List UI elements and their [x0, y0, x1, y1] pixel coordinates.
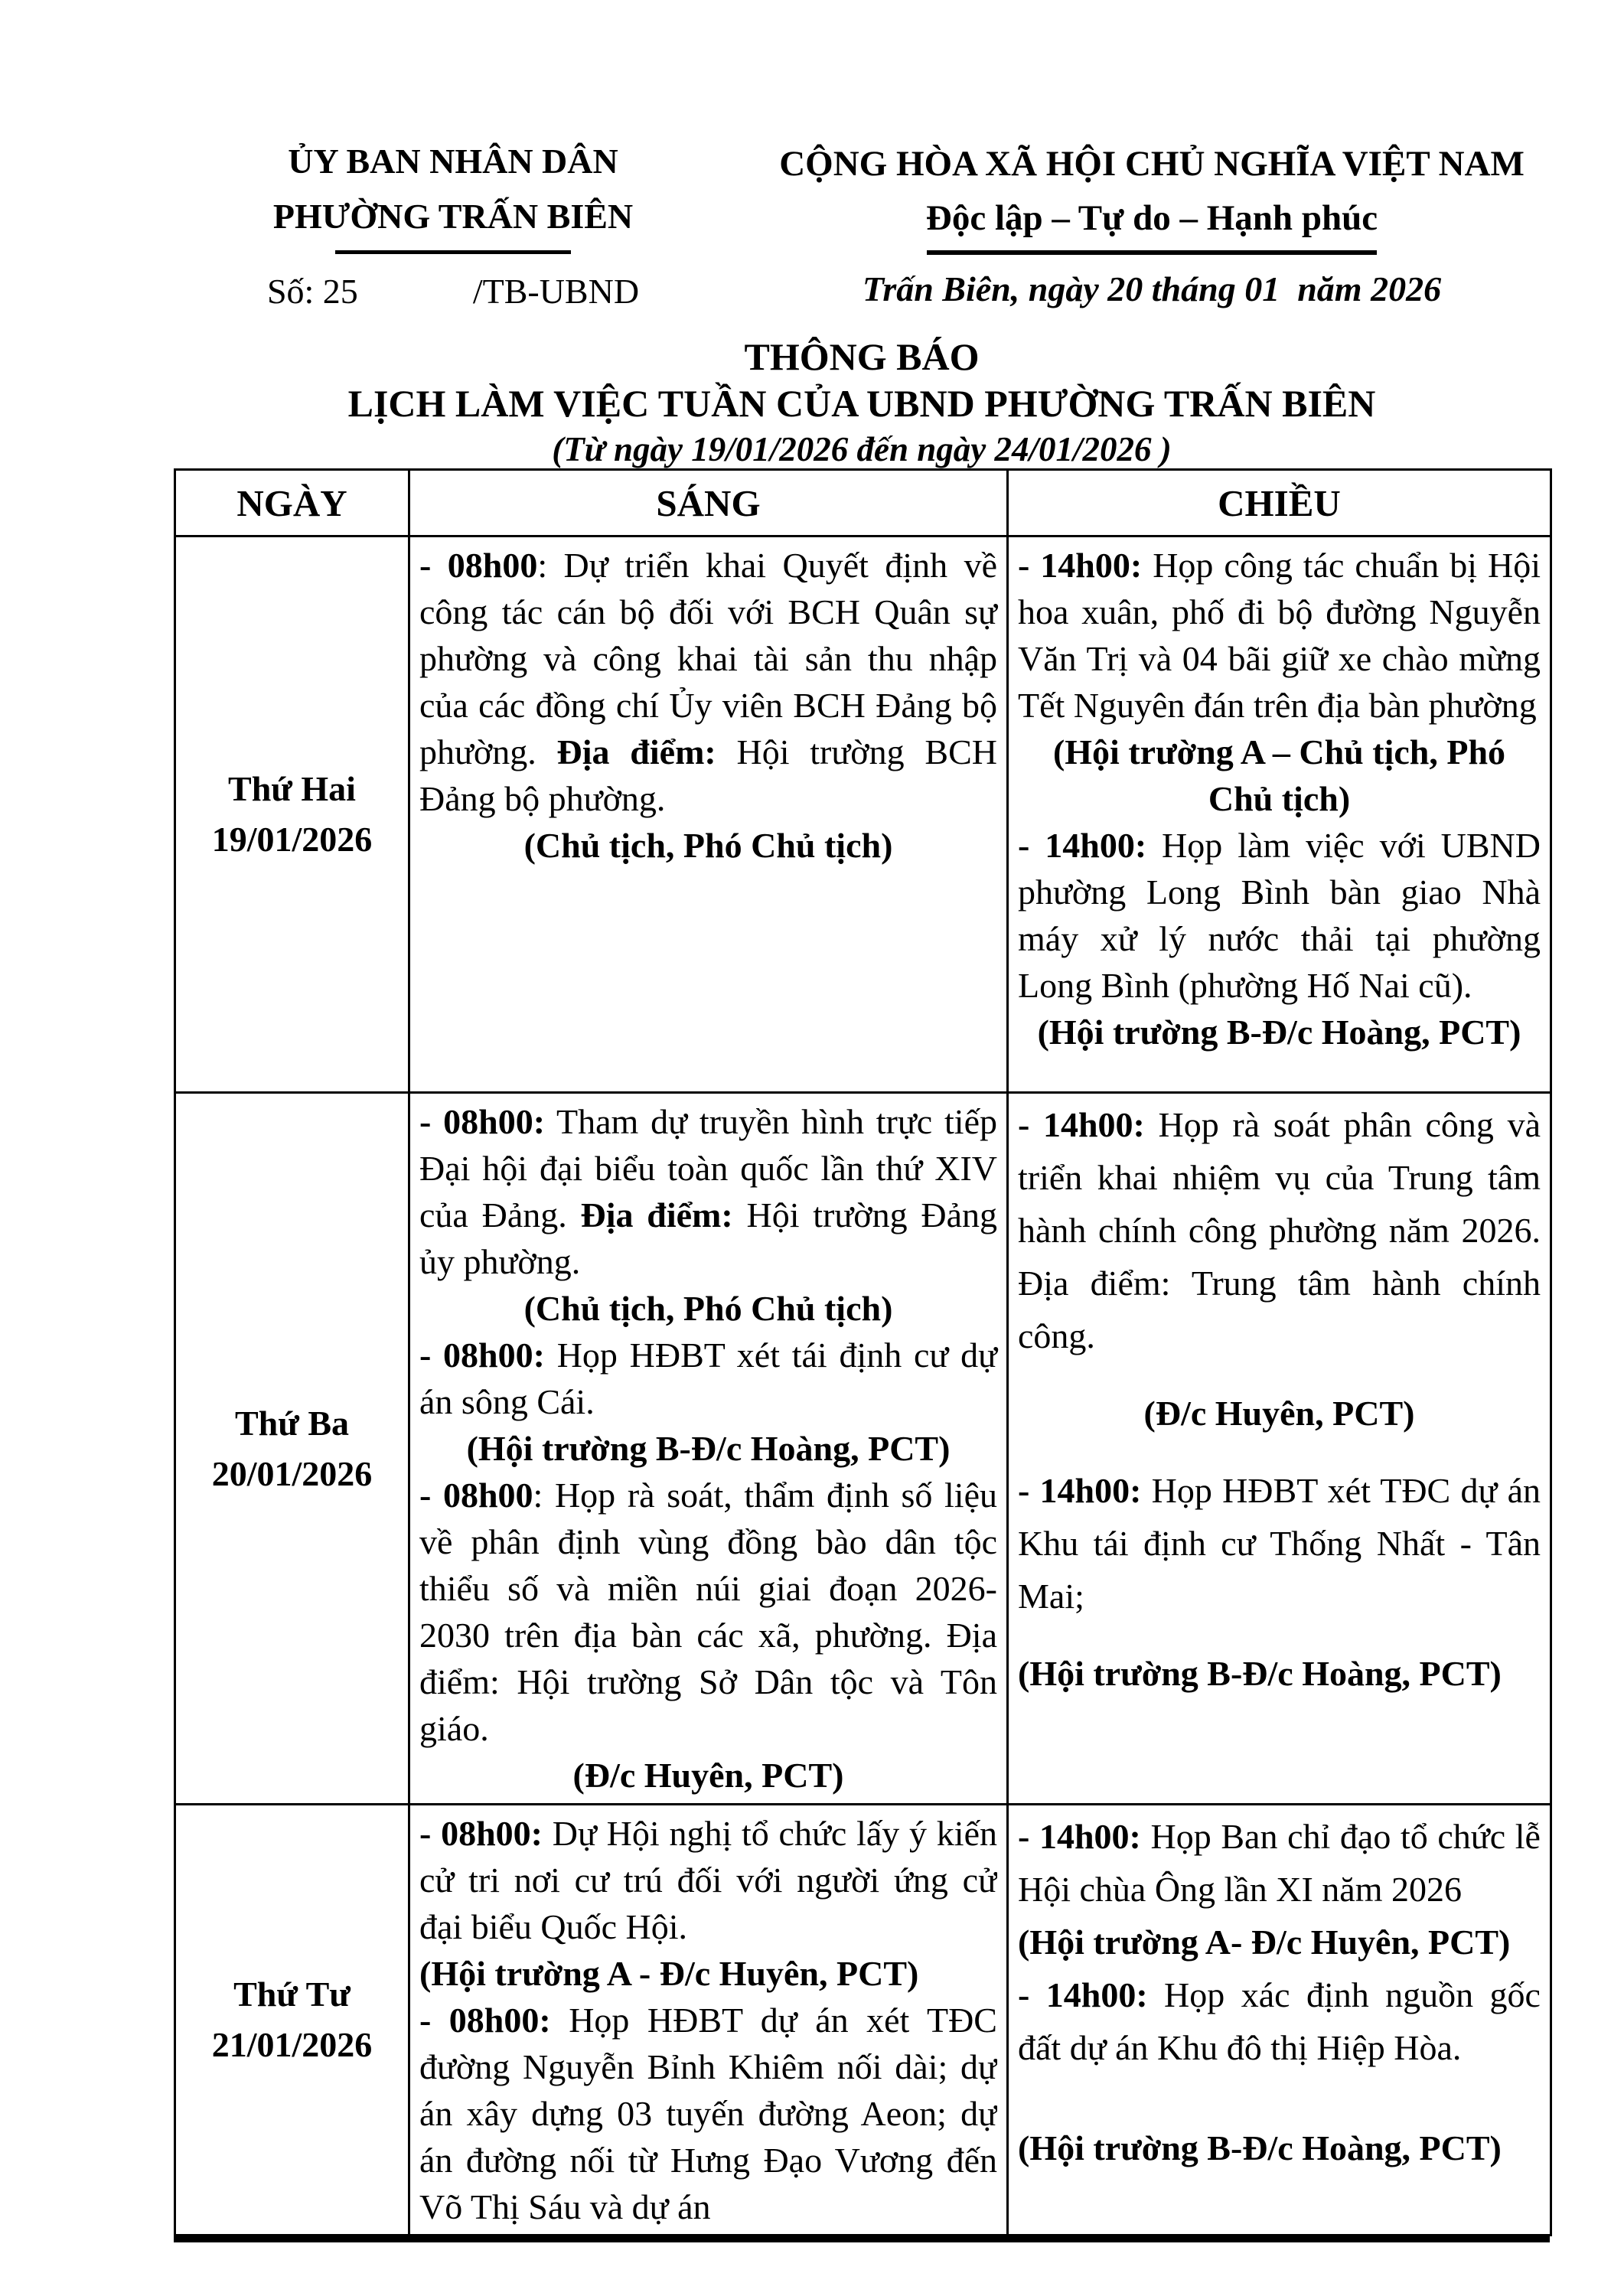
issuing-authority-line2: PHƯỜNG TRẤN BIÊN [272, 197, 634, 236]
bold-text-run: Địa điểm: [556, 732, 716, 771]
schedule-paragraph [419, 1098, 997, 1285]
bold-text-run: - 14h00: [1018, 1975, 1148, 2014]
text-run: Hội trường Đảng ủy phường. [419, 1195, 997, 1281]
day-cell [175, 1093, 409, 1805]
bold-text-run: - 08h00: [419, 1336, 545, 1375]
national-motto: Độc lập – Tự do – Hạnh phúc [925, 198, 1378, 238]
day-name: Thứ Tư [233, 1975, 351, 2014]
document-number-suffix: /TB-UBND [472, 272, 640, 311]
text-run: Họp công tác chuẩn bị Hội hoa xuân, phố đi bộ đường Nguyễn Văn Trị và 04 bãi giữ xe chào mừng Tết Nguyên đán trên địa bàn phường [1018, 546, 1541, 725]
right-header-divider [927, 250, 1377, 255]
schedule-table [174, 468, 1552, 2236]
bold-text-run: (Hội trường B-Đ/c Hoàng, PCT) [1037, 1013, 1521, 1052]
document-number: Số: 25 [266, 272, 358, 311]
bold-text-run: - 08h00: [419, 1102, 546, 1141]
bold-text-run: - 14h00: [1018, 1105, 1145, 1144]
bold-text-run: (Đ/c Huyên, PCT) [1143, 1394, 1415, 1433]
schedule-row [175, 536, 1551, 1093]
schedule-paragraph [1018, 1968, 1541, 2074]
schedule-paragraph [1018, 1009, 1541, 1055]
document-number-line [181, 271, 725, 312]
schedule-paragraph [1018, 1916, 1541, 1968]
schedule-paragraph [419, 822, 997, 869]
bold-text-run: - 14h00: [1018, 1817, 1141, 1856]
afternoon-cell [1008, 1093, 1551, 1805]
text-run: : Dự triển khai Quyết định về công tác cán bộ đối với BCH Quân sự phường và công khai tài sản thu nhập của các đồng chí Ủy viên BCH Đảng bộ phường. [419, 546, 997, 771]
text-run: Họp HĐBT dự án xét TĐC đường Nguyễn Bỉnh Khiêm nối dài; dự án xây dựng 03 tuyến đường Aeon; dự án đường nối từ Hưng Đạo Vương đến Võ Thị Sáu và dự án [419, 2001, 997, 2226]
text-run: Họp xác định nguồn gốc đất dự án Khu đô thị Hiệp Hòa. [1018, 1975, 1541, 2067]
place-and-date: Trấn Biên, ngày 20 tháng 01 năm 2026 [862, 269, 1442, 308]
schedule-paragraph [1018, 1647, 1541, 1700]
document-title-block [174, 334, 1550, 471]
afternoon-cell-content [1018, 1098, 1541, 1700]
schedule-row [175, 1805, 1551, 2236]
bold-text-run: (Hội trường B-Đ/c Hoàng, PCT) [1018, 1654, 1502, 1693]
national-motto-block [777, 136, 1527, 310]
schedule-paragraph [1018, 1810, 1541, 1916]
afternoon-cell [1008, 536, 1551, 1093]
schedule-paragraph [1018, 542, 1541, 729]
bold-text-run: (Đ/c Huyên, PCT) [572, 1756, 844, 1795]
national-title: CỘNG HÒA XÃ HỘI CHỦ NGHĨA VIỆT NAM [779, 144, 1525, 184]
bold-text-run: - 08h00: [419, 2001, 551, 2040]
column-header-afternoon: CHIỀU [1008, 470, 1551, 536]
document-type-title: THÔNG BÁO [744, 335, 980, 378]
morning-cell [409, 1093, 1008, 1805]
issuing-authority-line1: ỦY BAN NHÂN DÂN [288, 142, 618, 181]
bold-text-run: - 08h00 [419, 1476, 533, 1515]
schedule-paragraph [419, 1810, 997, 1950]
text-run: Hội trường BCH Đảng bộ phường. [419, 732, 997, 818]
day-cell [175, 1805, 409, 2236]
morning-cell-content [419, 1098, 997, 1799]
schedule-paragraph [419, 1472, 997, 1752]
schedule-paragraph [419, 1425, 997, 1472]
issuing-authority-block [181, 134, 725, 312]
schedule-row [175, 1093, 1551, 1805]
bold-text-run: - 14h00: [1018, 826, 1147, 865]
day-name: Thứ Hai [228, 769, 356, 808]
schedule-paragraph [1018, 1387, 1541, 1440]
left-header-divider [335, 250, 571, 254]
text-run: Dự Hội nghị tổ chức lấy ý kiến cử tri nơi cư trú đối với người ứng cử đại biểu Quốc Hội. [419, 1814, 997, 1946]
afternoon-cell-content [1018, 1810, 1541, 2174]
bold-text-run: - 08h00 [419, 546, 538, 585]
morning-cell [409, 536, 1008, 1093]
schedule-table-head [175, 470, 1551, 536]
afternoon-cell-content [1018, 542, 1541, 1055]
text-run: Họp rà soát phân công và triển khai nhiệm vụ của Trung tâm hành chính công phường năm 2026. Địa điểm: Trung tâm hành chính công. [1018, 1105, 1541, 1355]
day-cell [175, 536, 409, 1093]
text-run: Tham dự truyền hình trực tiếp Đại hội đại biểu toàn quốc lần thứ XIV của Đảng. [419, 1102, 997, 1234]
header-row [175, 470, 1551, 536]
text-run: : Họp rà soát, thẩm định số liệu về phân định vùng đồng bào dân tộc thiểu số và miền núi giai đoạn 2026-2030 trên địa bàn các xã, phường. Địa điểm: Hội trường Sở Dân tộc và Tôn giáo. [419, 1476, 997, 1748]
column-header-day: NGÀY [175, 470, 409, 536]
morning-cell [409, 1805, 1008, 2236]
date-range-subtitle: (Từ ngày 19/01/2026 đến ngày 24/01/2026 ) [552, 430, 1172, 468]
day-date: 21/01/2026 [211, 2025, 373, 2064]
text-run: Họp HĐBT xét tái định cư dự án sông Cái. [419, 1336, 997, 1421]
text-run: Họp Ban chỉ đạo tổ chức lễ Hội chùa Ông lần XI năm 2026 [1018, 1817, 1541, 1909]
bold-text-run: (Chủ tịch, Phó Chủ tịch) [523, 826, 893, 865]
day-date: 20/01/2026 [211, 1453, 373, 1493]
column-header-morning: SÁNG [409, 470, 1008, 536]
schedule-body [175, 536, 1551, 2236]
schedule-paragraph [419, 542, 997, 822]
schedule-paragraph [419, 1752, 997, 1799]
document-subject-title: LỊCH LÀM VIỆC TUẦN CỦA UBND PHƯỜNG TRẤN BIÊN [347, 382, 1376, 425]
schedule-paragraph [1018, 1098, 1541, 1362]
morning-cell-content [419, 1810, 997, 2227]
morning-cell-content [419, 542, 997, 869]
schedule-paragraph [1018, 1464, 1541, 1623]
bold-text-run: (Chủ tịch, Phó Chủ tịch) [523, 1289, 893, 1328]
bold-text-run: (Hội trường A – Chủ tịch, Phó Chủ tịch) [1052, 732, 1506, 818]
schedule-paragraph [419, 1950, 997, 1997]
afternoon-cell [1008, 1805, 1551, 2236]
schedule-paragraph [419, 1285, 997, 1332]
schedule-paragraph [419, 1997, 997, 2227]
bold-text-run: (Hội trường A- Đ/c Huyên, PCT) [1018, 1923, 1511, 1962]
bold-text-run: Địa điểm: [580, 1195, 733, 1234]
schedule-paragraph [1018, 2122, 1541, 2174]
schedule-paragraph [1018, 729, 1541, 822]
day-date: 19/01/2026 [211, 820, 373, 859]
text-run: Họp HĐBT xét TĐC dự án Khu tái định cư Thống Nhất - Tân Mai; [1018, 1471, 1541, 1616]
schedule-table-container [174, 468, 1550, 2242]
text-run: Họp làm việc với UBND phường Long Bình bàn giao Nhà máy xử lý nước thải tại phường Long Bình (phường Hố Nai cũ). [1018, 826, 1541, 1005]
bold-text-run: (Hội trường B-Đ/c Hoàng, PCT) [466, 1429, 951, 1468]
schedule-paragraph [1018, 822, 1541, 1009]
bold-text-run: (Hội trường A - Đ/c Huyên, PCT) [419, 1954, 919, 1993]
day-name: Thứ Ba [234, 1403, 350, 1443]
bold-text-run: - 08h00: [419, 1814, 543, 1853]
bold-text-run: - 14h00: [1018, 546, 1143, 585]
bold-text-run: - 14h00: [1018, 1471, 1142, 1510]
schedule-paragraph [419, 1332, 997, 1425]
bold-text-run: (Hội trường B-Đ/c Hoàng, PCT) [1018, 2128, 1502, 2167]
